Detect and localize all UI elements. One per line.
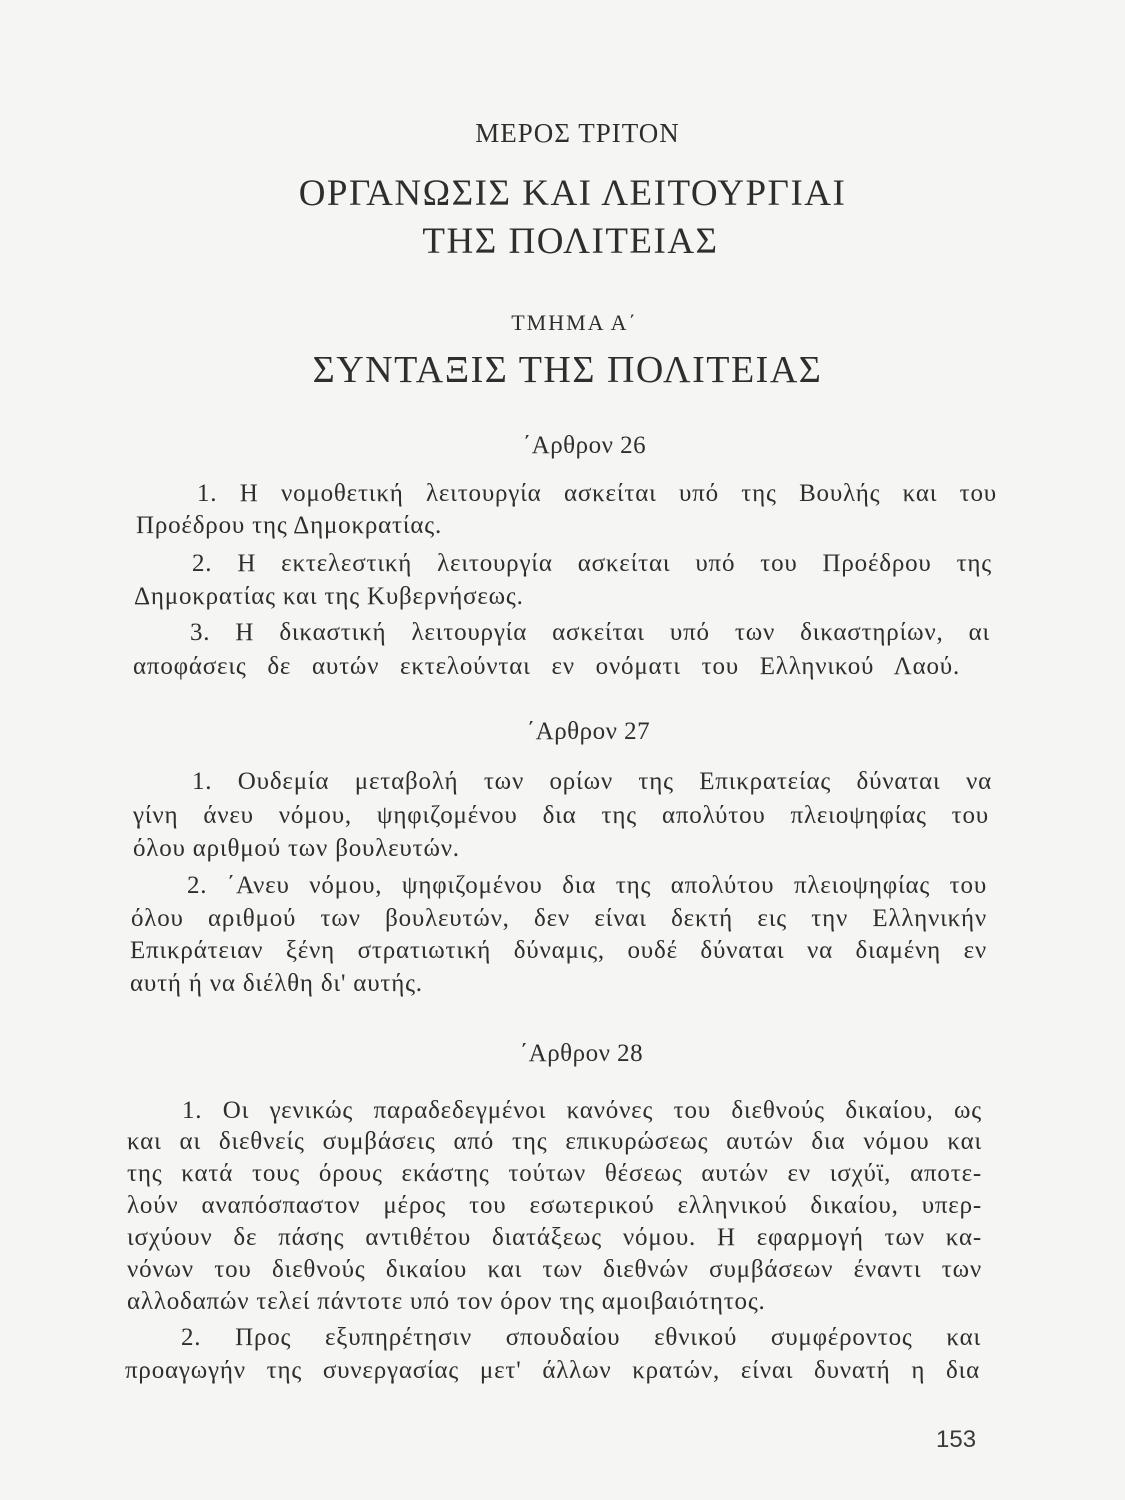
part-title-line-2: ΤΗΣ ΠΟΛΙΤΕΙΑΣ [422, 221, 719, 262]
paragraph-line: αυτή ή να διέλθη δι' αυτής. [130, 970, 423, 997]
paragraph-line: 1. Η νομοθετική λειτουργία ασκείται υπό της Βουλής και του [197, 480, 997, 507]
page-number: 153 [936, 1426, 977, 1453]
article-heading: ΄Αρθρον 27 [526, 718, 651, 745]
section-label: ΤΜΗΜΑ Α΄ [511, 310, 638, 335]
paragraph-line: της κατά τους όρους εκάστης τούτων θέσεως αυτών εν ισχύϊ, αποτε- [127, 1160, 982, 1187]
paragraph-line: 3. Η δικαστική λειτουργία ασκείται υπό των δικαστηρίων, αι [190, 619, 990, 646]
article-heading: ΄Αρθρον 26 [522, 432, 647, 459]
paragraph-line: λούν αναπόσπαστον μέρος του εσωτερικού ελληνικού δικαίου, υπερ- [127, 1192, 982, 1219]
paragraph-line: Προέδρου της Δημοκρατίας. [136, 512, 443, 539]
article-heading: ΄Αρθρον 28 [519, 1040, 644, 1067]
paragraph-line: και αι διεθνείς συμβάσεις από της επικυρώσεως αυτών δια νόμου και [127, 1128, 982, 1155]
part-label: ΜΕΡΟΣ ΤΡΙΤΟΝ [475, 118, 680, 148]
part-title-line-1: ΟΡΓΑΝΩΣΙΣ ΚΑΙ ΛΕΙΤΟΥΡΓΙΑΙ [298, 173, 847, 214]
paragraph-line: 2. Η εκτελεστική λειτουργία ασκείται υπό του Προέδρου της [192, 550, 992, 577]
section-title: ΣΥΝΤΑΞΙΣ ΤΗΣ ΠΟΛΙΤΕΙΑΣ [312, 349, 823, 391]
paragraph-line: αλλοδαπών τελεί πάντοτε υπό τον όρον της αμοιβαιότητος. [127, 1288, 766, 1315]
paragraph-line: 1. Οι γενικώς παραδεδεγμένοι κανόνες του διεθνούς δικαίου, ως [182, 1097, 982, 1124]
paragraph-line: νόνων του διεθνούς δικαίου και των διεθνών συμβάσεων έναντι των [127, 1256, 982, 1283]
paragraph-line: ισχύουν δε πάσης αντιθέτου διατάξεως νόμου. Η εφαρμογή των κα- [127, 1224, 982, 1251]
paragraph-line: αποφάσεις δε αυτών εκτελούνται εν ονόματι του Ελληνικού Λαού. [133, 653, 960, 680]
paragraph-line: όλου αριθμού των βουλευτών. [133, 835, 460, 862]
paragraph-line: 2. Προς εξυπηρέτησιν σπουδαίου εθνικού συμφέροντος και [181, 1324, 981, 1351]
paragraph-line: Επικράτειαν ξένη στρατιωτική δύναμις, ουδέ δύναται να διαμένη εν [130, 937, 987, 964]
paragraph-line: 1. Ουδεμία μεταβολή των ορίων της Επικρατείας δύναται να [192, 768, 992, 795]
paragraph-line: Δημοκρατίας και της Κυβερνήσεως. [134, 583, 524, 610]
paragraph-line: γίνη άνευ νόμου, ψηφιζομένου δια της απολύτου πλειοψηφίας του [133, 802, 989, 829]
paragraph-line: 2. ΄Ανευ νόμου, ψηφιζομένου δια της απολύτου πλειοψηφίας του [187, 872, 987, 899]
paragraph-line: όλου αριθμού των βουλευτών, δεν είναι δεκτή εις την Ελληνικήν [131, 905, 987, 932]
paragraph-line: προαγωγήν της συνεργασίας μετ' άλλων κρατών, είναι δυνατή η δια [125, 1357, 980, 1384]
